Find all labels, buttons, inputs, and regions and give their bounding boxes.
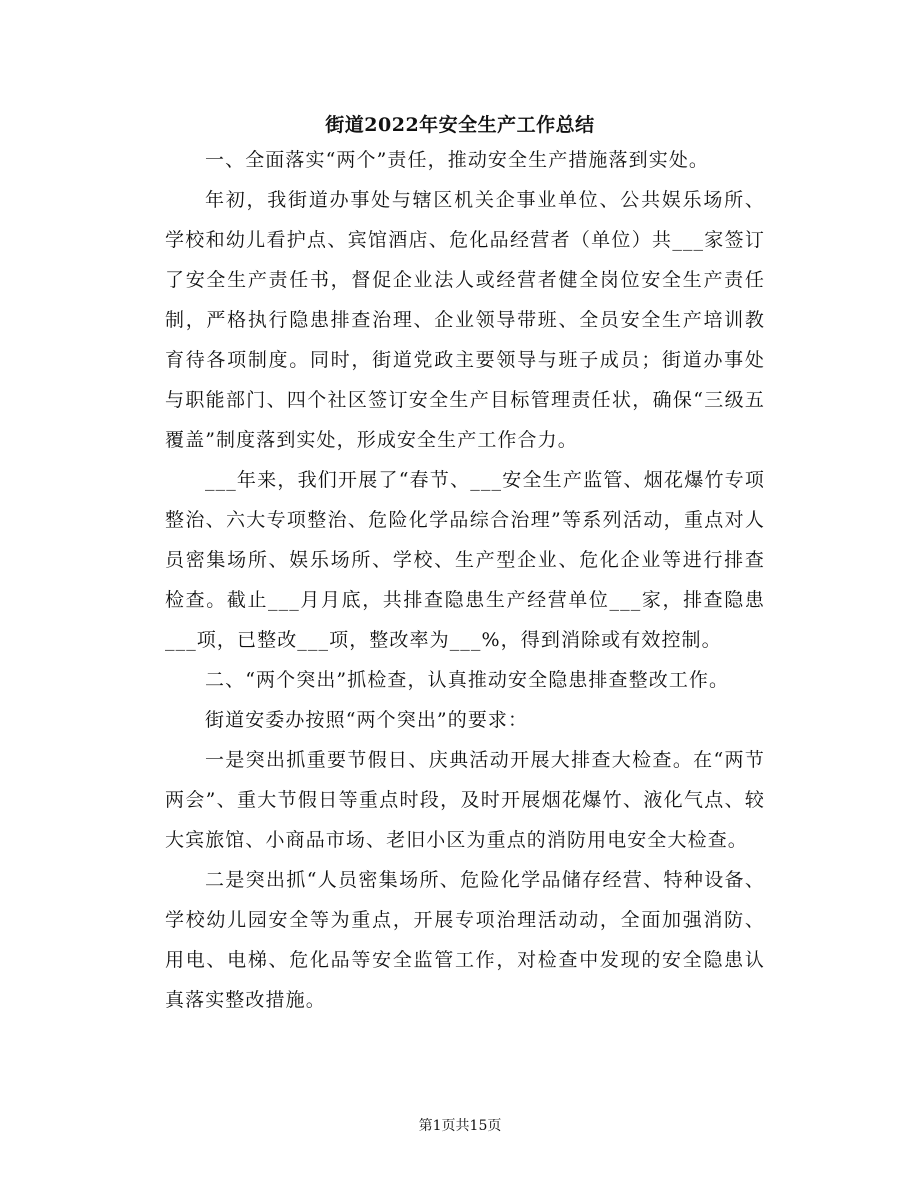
paragraph-requirements: 街道安委办按照“两个突出”的要求： — [205, 709, 529, 731]
document-title: 街道2022年安全生产工作总结 — [325, 114, 595, 136]
page-number-footer: 第1页共15页 — [418, 1118, 502, 1134]
paragraph-section-one-heading: 一、全面落实“两个”责任，推动安全生产措施落到实处。 — [205, 149, 710, 171]
document-body — [165, 140, 765, 1020]
paragraph-section-two-heading: 二、“两个突出”抓检查，认真推动安全隐患排查整改工作。 — [205, 669, 730, 691]
paragraph-point-one: 一是突出抓重要节假日、庆典活动开展大排查大检查。在“两节两会”、重大节假日等重点时段，及时开展烟花爆竹、液化气点、较大宾旅馆、小商品市场、老旧小区为重点的消防用电安全大检查。 — [165, 749, 765, 851]
paragraph-point-two: 二是突出抓“人员密集场所、危险化学品储存经营、特种设备、学校幼儿园安全等为重点，开展专项治理活动动，全面加强消防、用电、电梯、危化品等安全监管工作，对检查中发现的安全隐患认真落实整改措施。 — [165, 869, 765, 1011]
paragraph-activities: ___年来，我们开展了“春节、___安全生产监管、烟花爆竹专项整治、六大专项整治、危险化学品综合治理”等系列活动，重点对人员密集场所、娱乐场所、学校、生产型企业、危化企业等进行排查检查。截止___月月底，共排查隐患生产经营单位___家，排查隐患___项，已整改___项，整改率为___%，得到消除或有效控制。 — [165, 469, 765, 651]
paragraph-responsibility: 年初，我街道办事处与辖区机关企事业单位、公共娱乐场所、学校和幼儿看护点、宾馆酒店、危化品经营者（单位）共___家签订了安全生产责任书，督促企业法人或经营者健全岗位安全生产责任制，严格执行隐患排查治理、企业领导带班、全员安全生产培训教育待各项制度。同时，街道党政主要领导与班子成员；街道办事处与职能部门、四个社区签订安全生产目标管理责任状，确保“三级五覆盖”制度落到实处，形成安全生产工作合力。 — [165, 189, 765, 451]
